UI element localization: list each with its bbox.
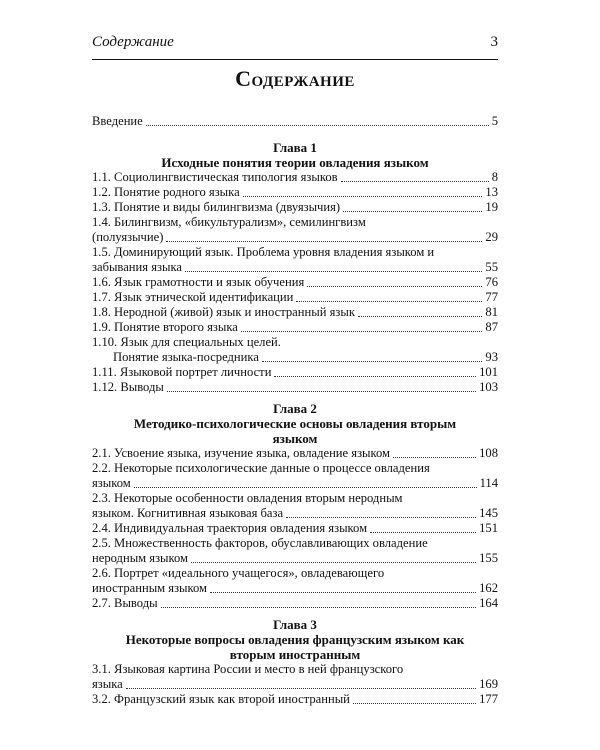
toc-entry[interactable] bbox=[92, 185, 498, 200]
leader-dots bbox=[243, 196, 483, 197]
leader-dots bbox=[286, 517, 476, 518]
page-number: 3 bbox=[490, 34, 498, 50]
toc-entry-page: 8 bbox=[491, 170, 498, 184]
leader-dots bbox=[241, 331, 483, 332]
toc-entry-label: 3.1. Языковая картина России и место в ней французского bbox=[92, 662, 404, 676]
toc-entry-label: 2.7. Выводы bbox=[92, 596, 158, 610]
chapter-heading: Глава 3 bbox=[273, 617, 317, 632]
toc-entry-page: 108 bbox=[479, 446, 498, 460]
toc-entry-page: 87 bbox=[485, 320, 498, 334]
chapter-title: Исходные понятия теории овладения языком bbox=[161, 155, 429, 170]
toc-entry[interactable] bbox=[92, 446, 498, 461]
leader-dots bbox=[161, 607, 477, 608]
toc-entry-page: 114 bbox=[479, 476, 498, 490]
toc-entry-label: забывания языка bbox=[92, 260, 182, 274]
toc-entry[interactable] bbox=[92, 365, 498, 380]
toc-entry-page: 93 bbox=[485, 350, 498, 364]
toc-entry-page: 103 bbox=[479, 380, 498, 394]
toc-entry-label: 1.12. Выводы bbox=[92, 380, 164, 394]
toc-entry[interactable] bbox=[92, 170, 498, 185]
toc-entry-page: 81 bbox=[485, 305, 498, 319]
toc-entry-page: 29 bbox=[485, 230, 498, 244]
toc-entry[interactable] bbox=[92, 290, 498, 305]
leader-dots bbox=[134, 487, 477, 488]
toc-entry[interactable] bbox=[92, 320, 498, 335]
toc-entry[interactable] bbox=[92, 692, 498, 707]
toc-entry-label: 2.1. Усвоение языка, изучение языка, овладение языком bbox=[92, 446, 391, 460]
chapter-title: Методико-психологические основы овладения вторым bbox=[133, 416, 457, 431]
leader-dots bbox=[358, 316, 482, 317]
toc-entry-label: 3.2. Французский язык как второй иностранный bbox=[92, 692, 350, 706]
toc-entry-page: 145 bbox=[479, 506, 498, 520]
toc-entry-label: 1.8. Неродной (живой) язык и иностранный язык bbox=[92, 305, 355, 319]
toc-entry-page: 76 bbox=[485, 275, 498, 289]
toc-entry-label: языком. Когнитивная языковая база bbox=[92, 506, 284, 520]
toc-entry-label: 2.5. Множественность факторов, обуславливающих овладение bbox=[92, 536, 428, 550]
running-title: Содержание bbox=[92, 34, 174, 50]
toc-entry-label: неродным языком bbox=[92, 551, 189, 565]
toc-entry[interactable] bbox=[92, 662, 498, 692]
toc-entry-label: языком bbox=[92, 476, 131, 490]
toc-entry[interactable] bbox=[92, 566, 498, 596]
toc-entry-page: 13 bbox=[485, 185, 498, 199]
toc-intro-page: 5 bbox=[491, 114, 498, 128]
toc-entry-page: 151 bbox=[479, 521, 498, 535]
toc-entry[interactable] bbox=[92, 335, 498, 365]
toc-entry-page: 55 bbox=[485, 260, 498, 274]
toc-entry-page: 169 bbox=[479, 677, 498, 691]
leader-dots bbox=[210, 592, 476, 593]
leader-dots bbox=[274, 376, 476, 377]
running-header bbox=[92, 34, 498, 56]
toc-entry-page: 162 bbox=[479, 581, 498, 595]
leader-dots bbox=[341, 181, 489, 182]
toc-entry-label: 1.1. Социолингвистическая типология языков bbox=[92, 170, 338, 184]
toc-entry-label: Понятие языка-посредника bbox=[113, 350, 259, 364]
leader-dots bbox=[167, 391, 476, 392]
toc-entry[interactable] bbox=[92, 380, 498, 395]
toc-entry-page: 164 bbox=[479, 596, 498, 610]
book-page bbox=[92, 0, 498, 750]
leader-dots bbox=[185, 271, 482, 272]
header-rule bbox=[92, 59, 498, 60]
chapter-title: вторым иностранным bbox=[229, 647, 361, 662]
toc-entry-label: языка bbox=[92, 677, 123, 691]
toc-entry-label: иностранным языком bbox=[92, 581, 208, 595]
toc-entry[interactable] bbox=[92, 245, 498, 275]
toc-entry-label: 1.2. Понятие родного языка bbox=[92, 185, 240, 199]
toc-entry-page: 101 bbox=[479, 365, 498, 379]
chapter-title: языком bbox=[272, 431, 318, 446]
chapter-title: Некоторые вопросы овладения французским языком как bbox=[125, 632, 465, 647]
table-of-contents bbox=[92, 114, 498, 707]
leader-dots bbox=[126, 688, 476, 689]
toc-entry-label: 1.5. Доминирующий язык. Проблема уровня владения языком и bbox=[92, 245, 435, 259]
leader-dots bbox=[353, 703, 476, 704]
chapter-heading: Глава 1 bbox=[273, 140, 317, 155]
toc-intro-label: Введение bbox=[92, 114, 143, 128]
toc-entry-page: 19 bbox=[485, 200, 498, 214]
leader-dots bbox=[166, 241, 482, 242]
toc-entry-label: 2.3. Некоторые особенности овладения вторым неродным bbox=[92, 491, 403, 505]
toc-entry-label: 2.2. Некоторые психологические данные о процессе овладения bbox=[92, 461, 430, 475]
chapter-heading: Глава 2 bbox=[273, 401, 317, 416]
toc-entry-page: 177 bbox=[479, 692, 498, 706]
leader-dots bbox=[146, 125, 489, 126]
toc-entry-label: 1.10. Язык для специальных целей. bbox=[92, 335, 281, 349]
page-title: Содержание bbox=[235, 66, 355, 91]
toc-entry[interactable] bbox=[92, 461, 498, 491]
toc-entry[interactable] bbox=[92, 215, 498, 245]
toc-entry[interactable] bbox=[92, 200, 498, 215]
toc-intro[interactable] bbox=[92, 114, 498, 129]
leader-dots bbox=[343, 211, 482, 212]
toc-entry-label: 1.3. Понятие и виды билингвизма (двуязычия) bbox=[92, 200, 341, 214]
leader-dots bbox=[262, 361, 482, 362]
toc-entry[interactable] bbox=[92, 275, 498, 290]
toc-entry[interactable] bbox=[92, 305, 498, 320]
toc-entry-label: 1.6. Язык грамотности и язык обучения bbox=[92, 275, 305, 289]
toc-entry-label: 1.4. Билингвизм, «бикультурализм», семилингвизм bbox=[92, 215, 366, 229]
toc-entry-label: 2.4. Индивидуальная траектория овладения языком bbox=[92, 521, 368, 535]
leader-dots bbox=[191, 562, 476, 563]
toc-entry-page: 77 bbox=[485, 290, 498, 304]
leader-dots bbox=[370, 532, 476, 533]
toc-entry-page: 155 bbox=[479, 551, 498, 565]
toc-entry-label: 1.11. Языковой портрет личности bbox=[92, 365, 272, 379]
toc-entry[interactable] bbox=[92, 596, 498, 611]
leader-dots bbox=[393, 457, 476, 458]
toc-entry-label: (полуязычие) bbox=[92, 230, 164, 244]
leader-dots bbox=[307, 286, 482, 287]
leader-dots bbox=[296, 301, 482, 302]
toc-entry[interactable] bbox=[92, 491, 498, 521]
toc-entry[interactable] bbox=[92, 536, 498, 566]
toc-entry[interactable] bbox=[92, 521, 498, 536]
toc-entry-label: 1.7. Язык этнической идентификации bbox=[92, 290, 294, 304]
toc-entry-label: 1.9. Понятие второго языка bbox=[92, 320, 238, 334]
toc-entry-label: 2.6. Портрет «идеального учащегося», овладевающего bbox=[92, 566, 385, 580]
